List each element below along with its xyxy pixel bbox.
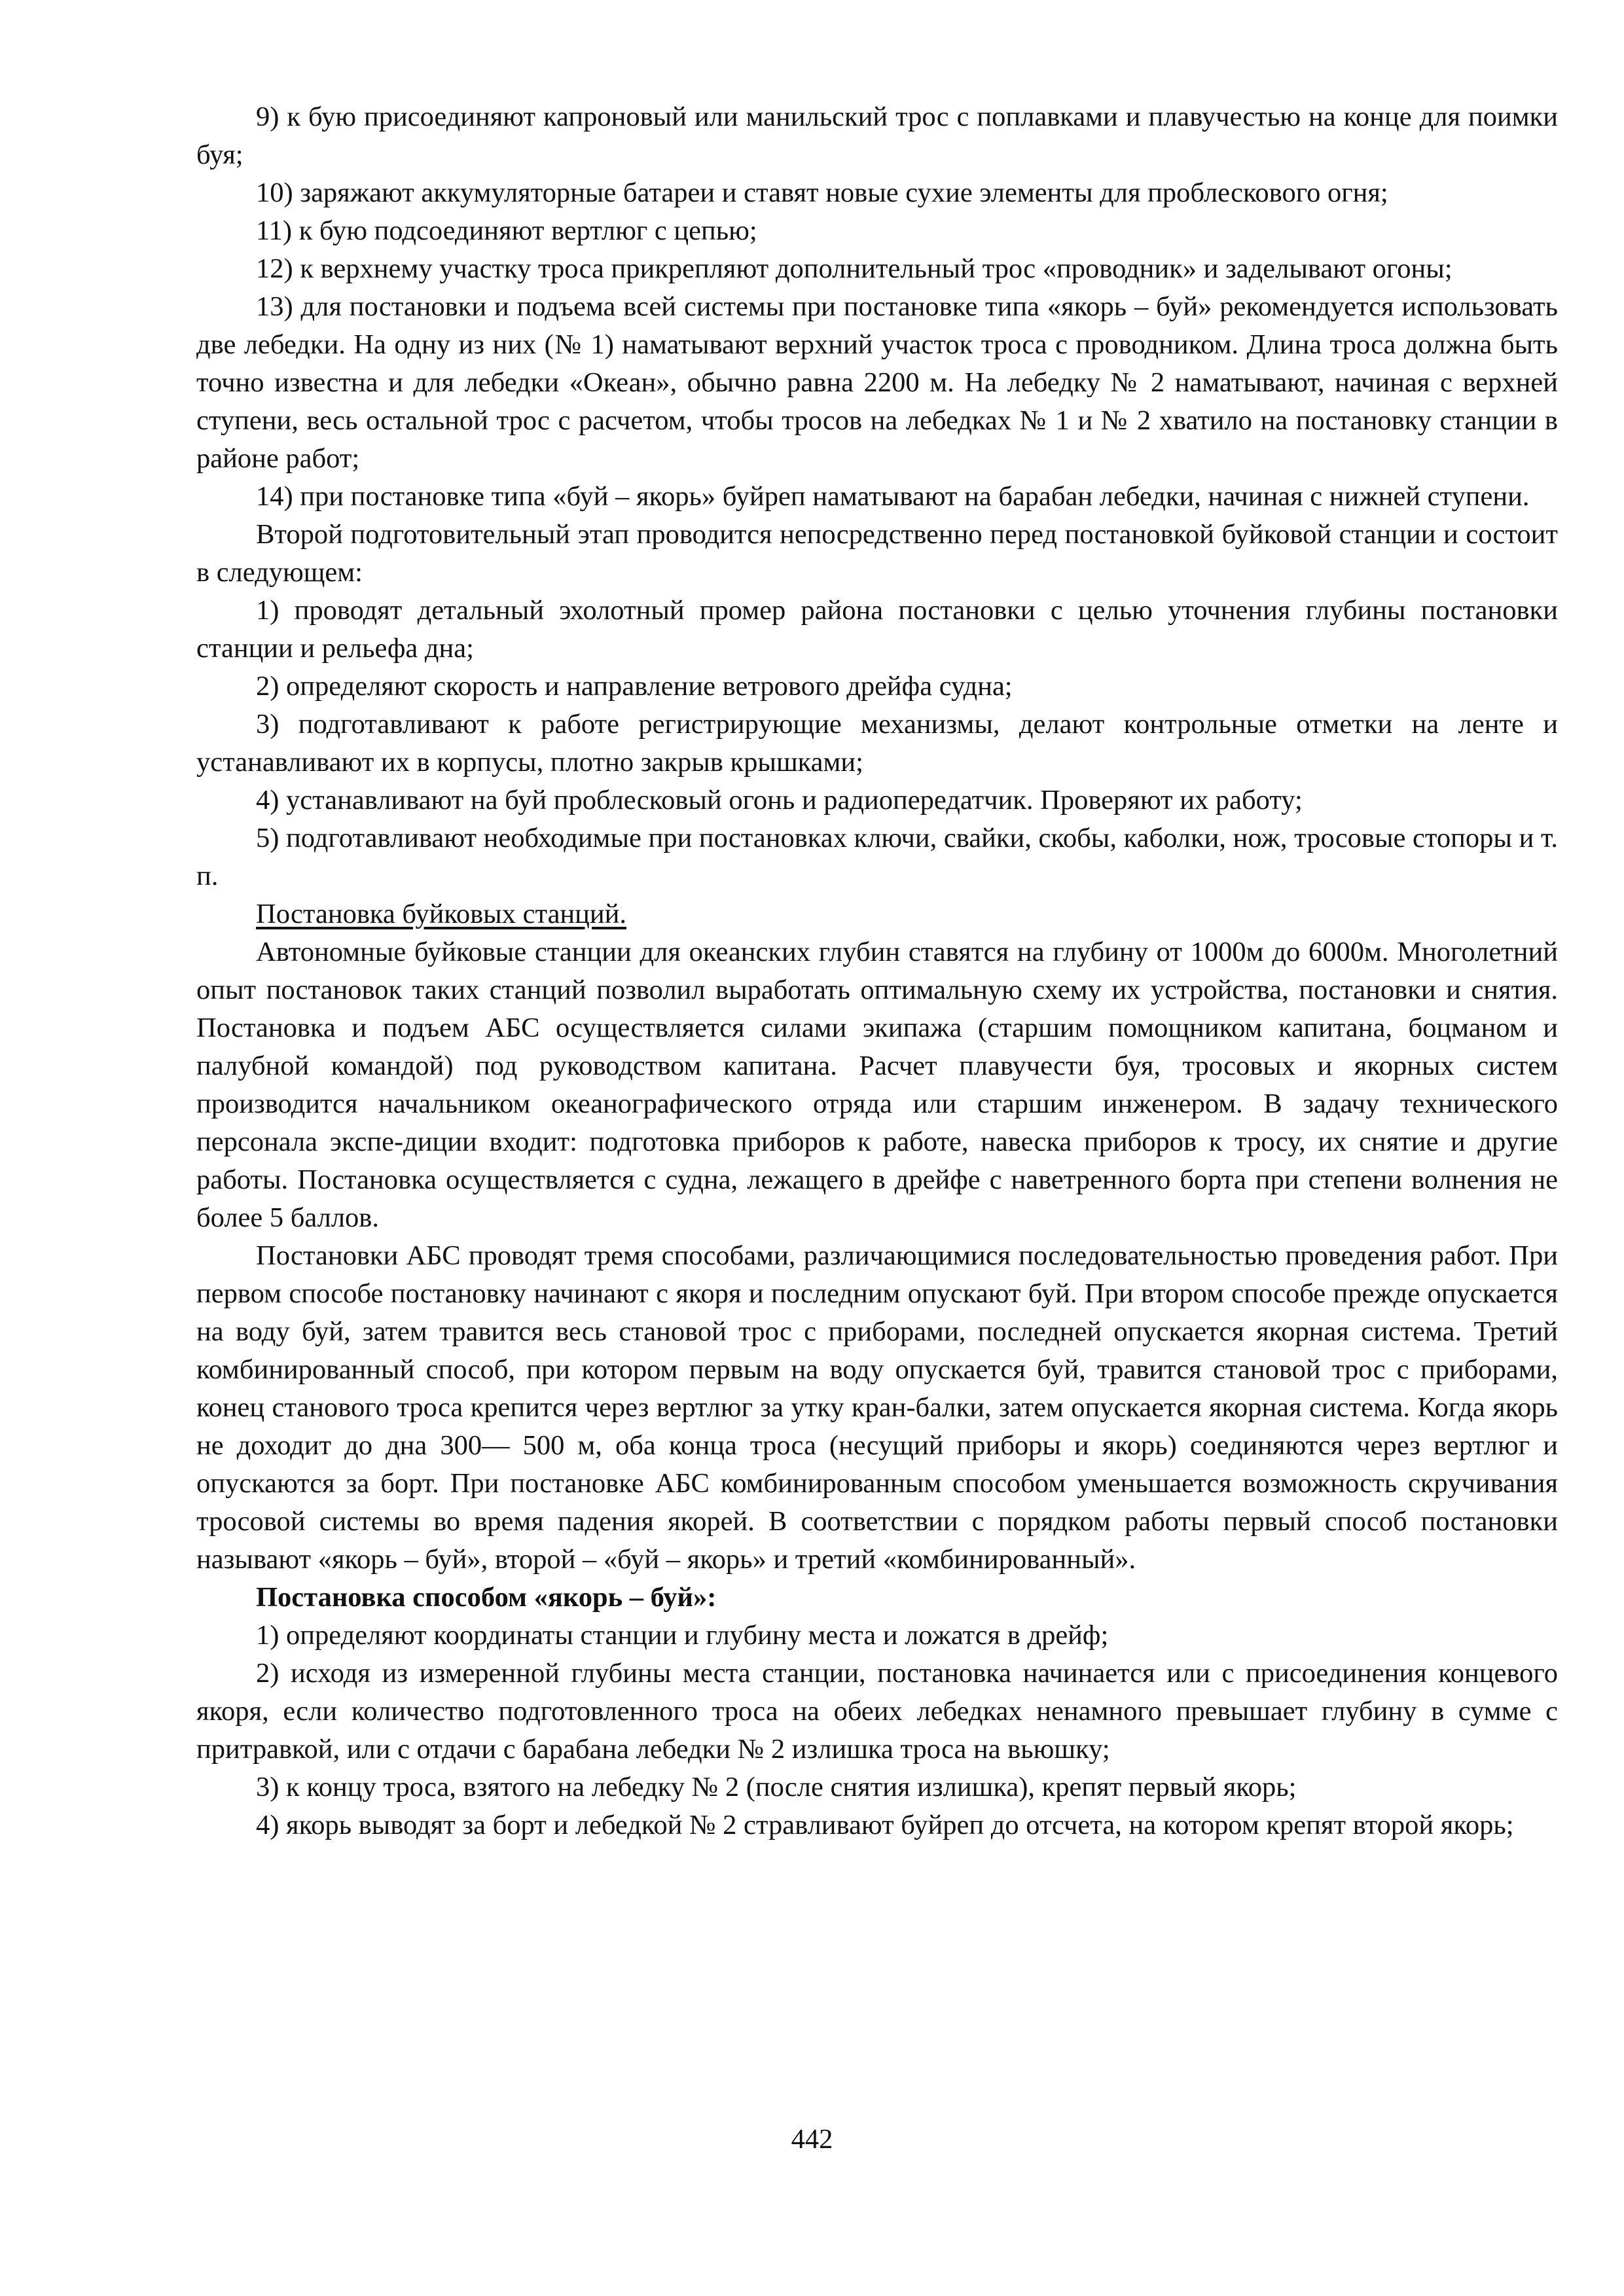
list-item: 9) к бую присоединяют капроновый или манильский трос с поплавками и плавучестью на конце для поимки буя; [196,101,1558,170]
page-number: 442 [791,2124,833,2155]
list-item: 4) устанавливают на буй проблесковый огонь и радиопередатчик. Проверяют их работу; [256,785,1303,816]
list-item: 4) якорь выводят за борт и лебедкой № 2 стравливают буйреп до отсчета, на котором крепят второй якорь; [256,1810,1514,1840]
list-item: 3) подготавливают к работе регистрирующие механизмы, делают контрольные отметки на ленте и устанавливают их в корпусы, плотно закрыв крышками; [196,709,1558,778]
list-item: 13) для постановки и подъема всей системы при постановке типа «якорь – буй» рекомендуется использовать две лебедки. На одну из них (№ 1) наматывают верхний участок троса с проводником. Длина троса должна быть точно известна и для лебедки «Океан», обычно равна 2200 м. На лебедку № 2 наматывают, начиная с верхней ступени, весь остальной трос с расчетом, чтобы тросов на лебедках № 1 и № 2 хватило на постановку станции в районе работ; [196,291,1558,474]
page-body [196,98,1558,1844]
paragraph: Автономные буйковые станции для океанских глубин ставятся на глубину от 1000м до 6000м. Многолетний опыт постановок таких станций позволил выработать оптимальную схему их устройства, постановки и снятия. Постановка и подъем АБС осуществляется силами экипажа (старшим помощником капитана, боцманом и палубной командой) под руководством капитана. Расчет плавучести буя, тросовых и якорных систем производится начальником океанографического отряда или старшим инженером. В задачу технического персонала экспе-диции входит: подготовка приборов к работе, навеска приборов к тросу, их снятие и другие работы. Постановка осуществляется с судна, лежащего в дрейфе с наветренного борта при степени волнения не более 5 баллов. [196,937,1558,1233]
list-item: 12) к верхнему участку троса прикрепляют дополнительный трос «проводник» и заделывают огоны; [256,253,1453,284]
list-item: 1) проводят детальный эхолотный промер района постановки с целью уточнения глубины постановки станции и рельефа дна; [196,595,1558,664]
list-item: 2) исходя из измеренной глубины места станции, постановка начинается или с присоединения концевого якоря, если количество подготовленного троса на обеих лебедках ненамного превышает глубину в сумме с притравкой, или с отдачи с барабана лебедки № 2 излишка троса на вьюшку; [196,1658,1558,1765]
paragraph: Постановки АБС проводят тремя способами, различающимися последовательностью проведения работ. При первом способе постановку начинают с якоря и последним опускают буй. При втором способе прежде опускается на воду буй, затем травится весь становой трос с приборами, последней опускается якорная система. Третий комбинированный способ, при котором первым на воду опускается буй, травится становой трос с приборами, конец станового троса крепится через вертлюг за утку кран-балки, затем опускается якорная система. Когда якорь не доходит до дна 300— 500 м, оба конца троса (несущий приборы и якорь) соединяются через вертлюг и опускаются за борт. При постановке АБС комбинированным способом уменьшается возможность скручивания тросовой системы во время падения якорей. В соответствии с порядком работы первый способ постановки называют «якорь – буй», второй – «буй – якорь» и третий «комбинированный». [196,1240,1558,1575]
section-heading: Постановка буйковых станций. [256,899,627,929]
list-item: 10) заряжают аккумуляторные батареи и ставят новые сухие элементы для проблескового огня; [256,177,1388,208]
list-item: 2) определяют скорость и направление ветрового дрейфа судна; [256,671,1013,702]
paragraph: Второй подготовительный этап проводится непосредственно перед постановкой буйковой станции и состоит в следующем: [196,519,1558,588]
list-item: 11) к бую подсоединяют вертлюг с цепью; [256,215,757,246]
list-item: 1) определяют координаты станции и глубину места и ложатся в дрейф; [256,1620,1109,1651]
list-item: 5) подготавливают необходимые при постановках ключи, свайки, скобы, каболки, нож, тросовые стопоры и т. п. [196,823,1558,891]
list-item: 3) к концу троса, взятого на лебедку № 2 (после снятия излишка), крепят первый якорь; [256,1772,1297,1803]
subsection-heading: Постановка способом «якорь – буй»: [256,1582,717,1613]
list-item: 14) при постановке типа «буй – якорь» буйреп наматывают на барабан лебедки, начиная с нижней ступени. [256,481,1530,512]
